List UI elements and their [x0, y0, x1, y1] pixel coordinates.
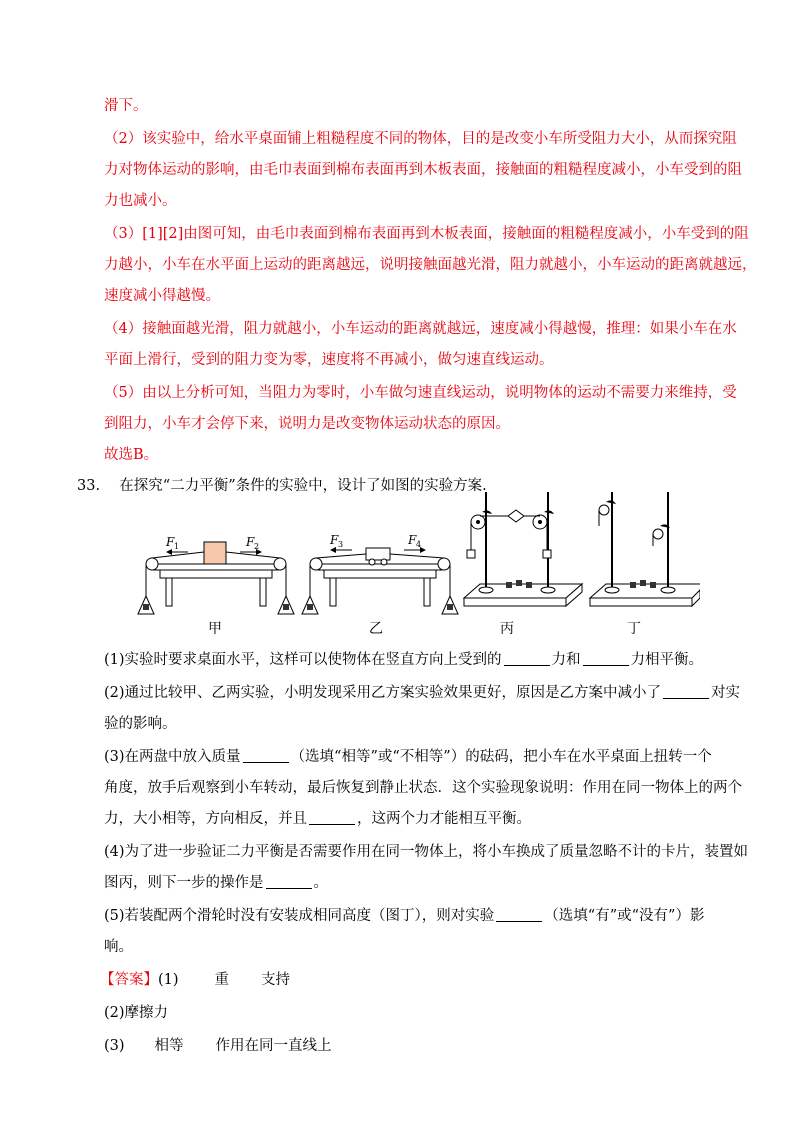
answer-blank	[266, 874, 312, 889]
subquestion-1: (1)实验时要求桌面水平，这样可以使物体在竖直方向上受到的 力和 力相平衡。	[104, 652, 704, 668]
explanation-line: （3）[1][2]由图可知，由毛巾表面到棉布表面再到木板表面，接触面的粗糙程度减小，小车受到的阻	[104, 226, 749, 242]
explanation-line: 到阻力，小车才会停下来，说明力是改变物体运动状态的原因。	[104, 416, 510, 432]
figure-label-bing: 丙	[500, 621, 514, 637]
figure-ding	[590, 492, 700, 606]
force-label-f4-sub: 4	[416, 540, 422, 549]
figure-yi	[302, 533, 458, 614]
explanation-line: 力对物体运动的影响，由毛巾表面到棉布表面再到木板表面，接触面的粗糙程度减小，小车受到的阻	[104, 162, 742, 178]
question-number: 33.	[77, 478, 101, 494]
answer-line-2: (2)摩擦力	[104, 1005, 169, 1021]
subquestion-2-cont: 验的影响。	[104, 716, 177, 732]
figure-bing	[464, 492, 582, 606]
force-label-f3: F	[330, 533, 339, 547]
subquestion-4-cont: 图丙，则下一步的操作是 。	[104, 875, 328, 891]
force-label-f1-sub: 1	[174, 542, 180, 551]
explanation-line: 滑下。	[104, 98, 148, 114]
subquestion-5-cont: 响。	[104, 939, 133, 955]
answer-blank	[309, 810, 355, 825]
subquestion-4: (4)为了进一步验证二力平衡是否需要作用在同一物体上，将小车换成了质量忽略不计的卡片，装置如	[104, 844, 749, 860]
figure-jia	[138, 535, 294, 614]
question-stem: 在探究“二力平衡”条件的实验中，设计了如图的实验方案.	[119, 478, 487, 494]
explanation-line: 力也减小。	[104, 193, 177, 209]
subquestion-3-cont: 力，大小相等，方向相反，并且 ，这两个力才能相互平衡。	[104, 811, 531, 827]
force-label-f1: F	[166, 535, 175, 549]
explanation-conclusion: 故选B。	[104, 447, 159, 463]
figure-label-jia: 甲	[208, 621, 222, 637]
answer-line-1: 【答案】(1) 重 支持	[100, 972, 291, 988]
force-label-f4: F	[408, 533, 417, 547]
force-label-f2: F	[246, 535, 255, 549]
force-label-f2-sub: 2	[254, 542, 260, 551]
figure-label-yi: 乙	[369, 621, 383, 637]
explanation-line: （2）该实验中，给水平桌面铺上粗糙程度不同的物体，目的是改变小车所受阻力大小，从而探究阻	[104, 131, 737, 147]
explanation-line: （5）由以上分析可知，当阻力为零时，小车做匀速直线运动，说明物体的运动不需要力来维持，受	[104, 385, 737, 401]
answer-label: 【答案】	[100, 972, 158, 988]
answer-blank	[496, 907, 542, 922]
figure-label-ding: 丁	[627, 621, 641, 637]
force-label-f3-sub: 3	[338, 540, 344, 549]
answer-blank	[663, 684, 709, 699]
answer-blank	[583, 651, 629, 666]
subquestion-3: (3)在两盘中放入质量 （选填“相等”或“不相等”）的砝码，把小车在水平桌面上扭转一个	[104, 749, 712, 765]
explanation-line: 速度减小得越慢。	[104, 288, 220, 304]
subquestion-5: (5)若装配两个滑轮时没有安装成相同高度（图丁），则对实验 （选填“有”或“没有”）影	[104, 908, 705, 924]
explanation-line: 平面上滑行，受到的阻力变为零，速度将不再减小，做匀速直线运动。	[104, 352, 554, 368]
explanation-line: （4）接触面越光滑，阻力就越小，小车运动的距离就越远，速度减小得越慢，推理：如果小车在水	[104, 321, 737, 337]
answer-blank	[504, 651, 550, 666]
subquestion-3-cont: 角度，放手后观察到小车转动，最后恢复到静止状态．这个实验现象说明：作用在同一物体上的两个	[104, 780, 742, 796]
answer-blank	[243, 748, 289, 763]
explanation-line: 力越小，小车在水平面上运动的距离越远，说明接触面越光滑，阻力就越小，小车运动的距离就越远，	[104, 257, 757, 273]
answer-line-3: (3) 相等 作用在同一直线上	[104, 1038, 332, 1054]
subquestion-2: (2)通过比较甲、乙两实验，小明发现采用乙方案实验效果更好，原因是乙方案中减小了 对实	[104, 685, 741, 701]
